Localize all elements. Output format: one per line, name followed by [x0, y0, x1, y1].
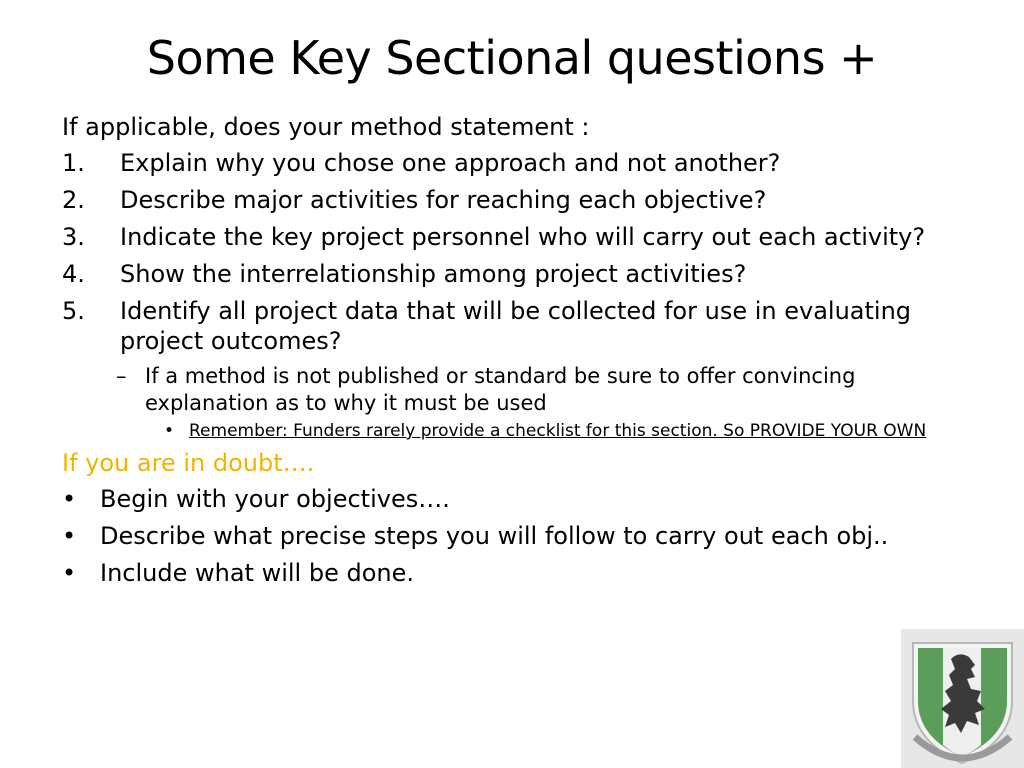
sub-dash-text: If a method is not published or standard be sure to offer convincing explanation as to why it must be used — [145, 364, 856, 415]
slide-title: Some Key Sectional questions + — [146, 31, 878, 85]
numbered-item-4 — [62, 259, 962, 289]
bullet-mark: • — [62, 522, 77, 550]
numbered-item-5 — [62, 296, 962, 356]
item-number: 4. — [62, 260, 85, 288]
bullet-text: Describe what precise steps you will follow to carry out each obj.. — [100, 522, 889, 550]
university-crest-logo — [901, 629, 1024, 768]
numbered-item-1 — [62, 148, 962, 178]
bullet-text: Begin with your objectives…. — [100, 485, 450, 513]
bullet-item-1 — [62, 484, 962, 514]
bullet-text: Include what will be done. — [100, 559, 414, 587]
bullet-mark: • — [164, 421, 175, 441]
item-number: 3. — [62, 223, 85, 251]
sub-bullet-item — [164, 420, 962, 442]
bullet-item-2 — [62, 521, 962, 551]
sub-dash-item — [116, 363, 962, 417]
intro-text: If applicable, does your method statement : — [62, 113, 590, 141]
item-text: Explain why you chose one approach and not another? — [120, 149, 781, 177]
bullet-mark: • — [62, 559, 77, 587]
item-number: 1. — [62, 149, 85, 177]
item-text: Identify all project data that will be collected for use in evaluating project outcomes? — [120, 297, 912, 355]
doubt-heading: If you are in doubt…. — [62, 449, 315, 477]
slide-content — [62, 112, 962, 595]
numbered-item-3 — [62, 222, 962, 252]
numbered-item-2 — [62, 185, 962, 215]
bullet-item-3 — [62, 558, 962, 588]
dash-mark: – — [116, 364, 127, 388]
sub-bullet-text: Remember: Funders rarely provide a checklist for this section. So PROVIDE YOUR OWN — [189, 421, 927, 441]
item-text: Show the interrelationship among project activities? — [120, 260, 747, 288]
bullet-mark: • — [62, 485, 77, 513]
item-text: Describe major activities for reaching each objective? — [120, 186, 767, 214]
item-number: 2. — [62, 186, 85, 214]
crest-icon — [901, 629, 1024, 768]
item-number: 5. — [62, 297, 85, 325]
item-text: Indicate the key project personnel who will carry out each activity? — [120, 223, 926, 251]
